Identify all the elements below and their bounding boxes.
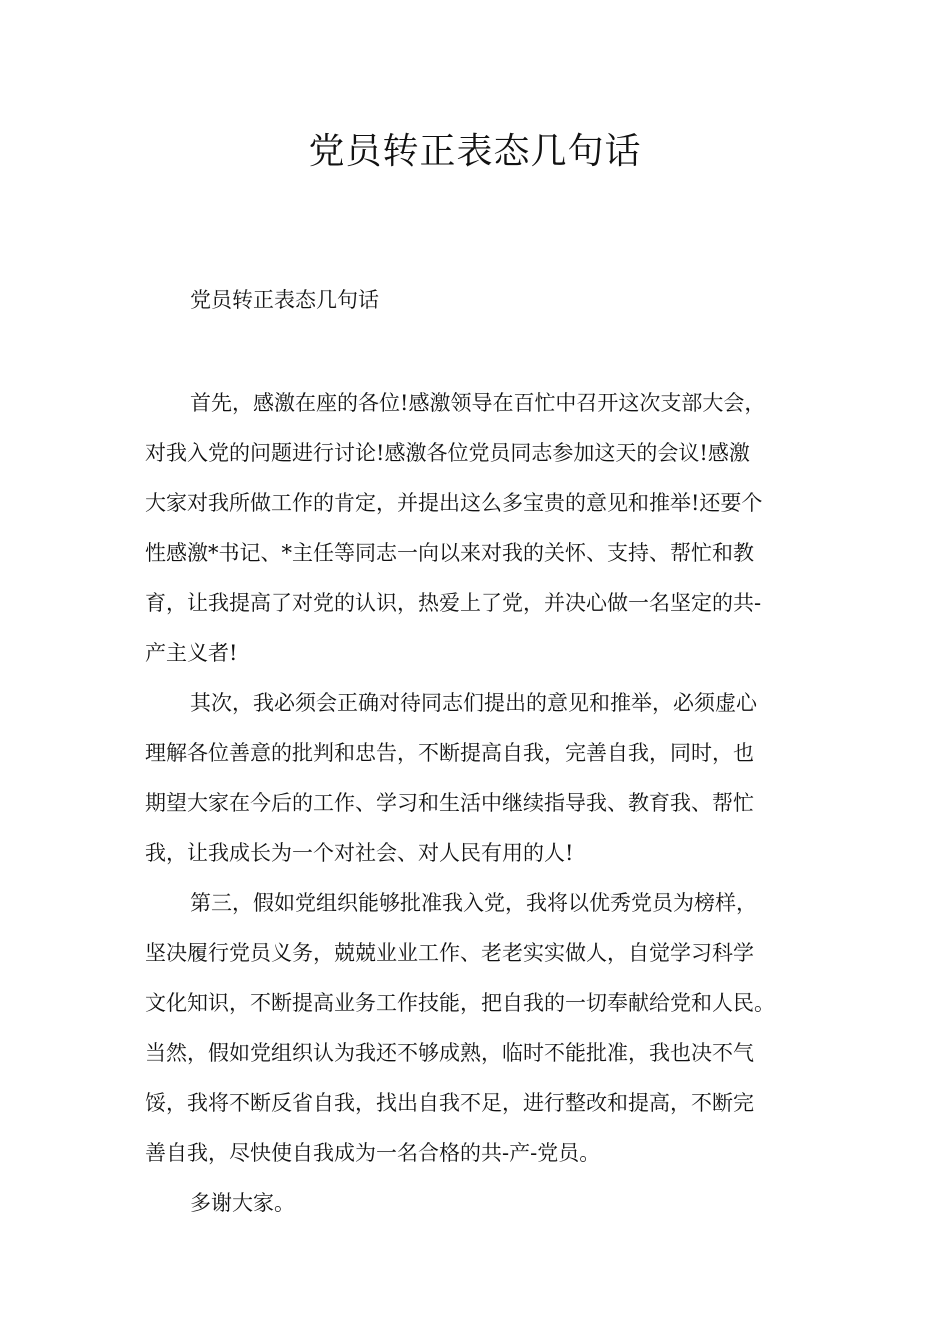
paragraph-4 xyxy=(145,1178,815,1228)
paragraph-line: 育，让我提高了对党的认识，热爱上了党，并决心做一名坚定的共- xyxy=(145,591,762,615)
paragraph-line: 我，让我成长为一个对社会、对人民有用的人! xyxy=(145,841,574,865)
paragraph-line: 产主义者! xyxy=(145,641,238,665)
paragraph-line: 当然，假如党组织认为我还不够成熟，临时不能批准，我也决不气 xyxy=(145,1041,754,1065)
paragraph-line: 坚决履行党员义务，兢兢业业工作、老老实实做人，自觉学习科学 xyxy=(145,941,754,965)
paragraph-line: 多谢大家。 xyxy=(190,1191,295,1215)
paragraph-2 xyxy=(145,678,815,878)
document-body xyxy=(145,378,815,1228)
paragraph-3 xyxy=(145,878,815,1178)
paragraph-1 xyxy=(145,378,815,678)
document-title: 党员转正表态几句话 xyxy=(308,131,642,172)
paragraph-line: 善自我，尽快使自我成为一名合格的共-产-党员。 xyxy=(145,1141,601,1165)
paragraph-line: 首先，感激在座的各位!感激领导在百忙中召开这次支部大会， xyxy=(190,391,766,415)
paragraph-line: 第三，假如党组织能够批准我入党，我将以优秀党员为榜样， xyxy=(190,891,757,915)
paragraph-line: 对我入党的问题进行讨论!感激各位党员同志参加这天的会议!感激 xyxy=(145,441,750,465)
paragraph-line: 性感激*书记、*主任等同志一向以来对我的关怀、支持、帮忙和教 xyxy=(145,541,754,565)
paragraph-line: 其次，我必须会正确对待同志们提出的意见和推举，必须虚心 xyxy=(190,691,757,715)
paragraph-line: 期望大家在今后的工作、学习和生活中继续指导我、教育我、帮忙 xyxy=(145,791,754,815)
paragraph-line: 大家对我所做工作的肯定，并提出这么多宝贵的意见和推举!还要个 xyxy=(145,491,763,515)
document-subtitle: 党员转正表态几句话 xyxy=(190,288,379,312)
paragraph-line: 文化知识，不断提高业务工作技能，把自我的一切奉献给党和人民。 xyxy=(145,991,775,1015)
paragraph-line: 馁，我将不断反省自我，找出自我不足，进行整改和提高，不断完 xyxy=(145,1091,754,1115)
paragraph-line: 理解各位善意的批判和忠告，不断提高自我，完善自我，同时，也 xyxy=(145,741,754,765)
